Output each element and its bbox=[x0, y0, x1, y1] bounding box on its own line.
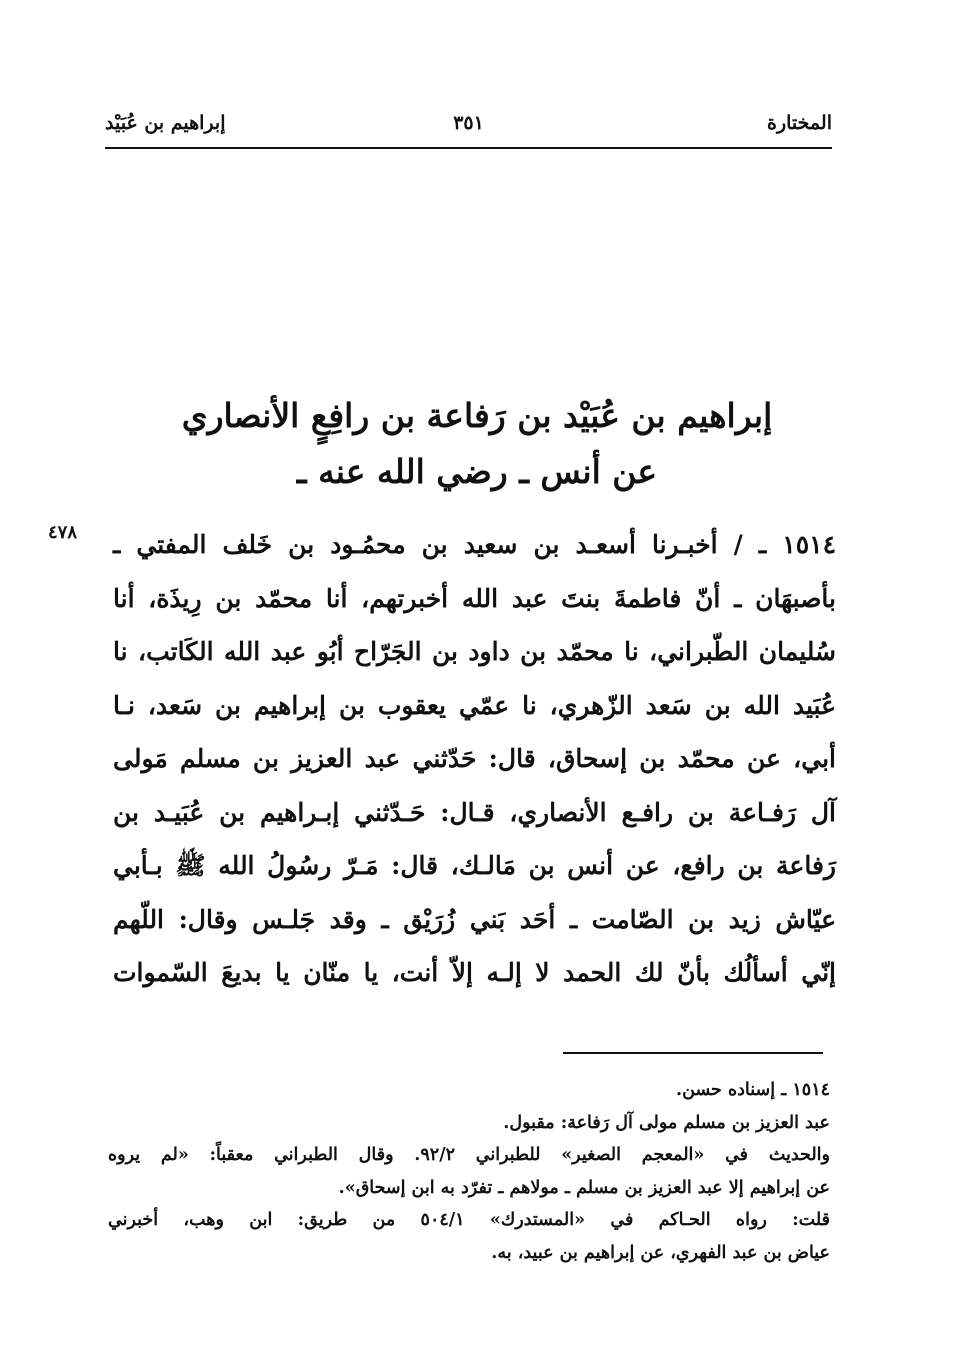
running-header bbox=[105, 112, 832, 152]
body-line: عيّاش زيد بن الصّامت ـ أحَد بَني زُرَيْق ـ وقد جَلـس وقال: اللّهم bbox=[113, 904, 836, 934]
footnote-line: عياض بن عبد الفهري، عن إبراهيم بن عبيد، به. bbox=[491, 1242, 830, 1263]
body-line: بأصبهَان ـ أنّ فاطمةَ بنتَ عبد الله أخبرتهم، أنا محمّد بن رِيذَة، أنا bbox=[113, 583, 836, 613]
chapter-heading bbox=[100, 388, 854, 500]
footnotes bbox=[108, 1074, 830, 1269]
footnote-line: عبد العزيز بن مسلم مولى آل رَفاعة: مقبول. bbox=[503, 1112, 830, 1133]
body-line: عُبَيد الله بن سَعد الزّهري، نا عمّي يعقوب بن إبراهيم بن سَعد، نـا bbox=[113, 690, 836, 720]
footnote-line: عن إبراهيم إلا عبد العزيز بن مسلم ـ مولاهم ـ تفرّد به ابن إسحاق». bbox=[338, 1177, 830, 1198]
footnote-line: قلت: رواه الحـاكم في «المستدرك» ٥٠٤/١ من طريق: ابن وهب، أخبرني bbox=[108, 1210, 830, 1230]
header-divider bbox=[105, 147, 832, 149]
body-line: إنّي أسألُك بأنّ لك الحمد لا إلـه إلاّ أنت، يا منّان يا بديعَ السّموات bbox=[113, 958, 836, 987]
margin-reference-number: ٤٧٨ bbox=[48, 522, 78, 543]
footnote-line: ١٥١٤ ـ إسناده حسن. bbox=[676, 1080, 830, 1100]
body-line: آل رَفـاعة بن رافـع الأنصاري، قـال: حَـدّثني إبـراهيم بن عُبَيـد بن bbox=[113, 797, 836, 827]
book-title: المختارة bbox=[767, 112, 832, 134]
body-line: أبي، عن محمّد بن إسحاق، قال: حَدّثني عبد العزيز بن مسلم مَولى bbox=[113, 744, 836, 773]
chapter-title-line-2: عن أنس ـ رضي الله عنه ـ bbox=[296, 452, 658, 491]
body-line: سُليمان الطّبراني، نا محمّد بن داود بن الجَرّاح أبُو عبد الله الكَاتب، نا bbox=[113, 637, 836, 666]
body-line: ١٥١٤ ـ / أخبـرنا أسعـد بن سعيد بن محمُـود بن خَلف المفتي ـ bbox=[113, 530, 836, 559]
page-number: ٣٥١ bbox=[453, 112, 484, 134]
footnote-line: والحديث في «المعجم الصغير» للطبراني ٩٢/٢. وقال الطبراني معقباً: «لم يروه bbox=[108, 1145, 830, 1165]
body-line: رَفاعة بن رافع، عن أنس بن مَالـك، قال: مَـرّ رسُولُ الله ﷺ بـأبي bbox=[113, 851, 836, 880]
section-title: إبراهيم بن عُبَيْد bbox=[105, 112, 226, 134]
chapter-title-line-1: إبراهيم بن عُبَيْد بن رَفاعة بن رافِعٍ الأنصاري bbox=[181, 396, 773, 435]
hadith-body-text bbox=[113, 518, 836, 1000]
footnote-separator bbox=[563, 1052, 823, 1054]
